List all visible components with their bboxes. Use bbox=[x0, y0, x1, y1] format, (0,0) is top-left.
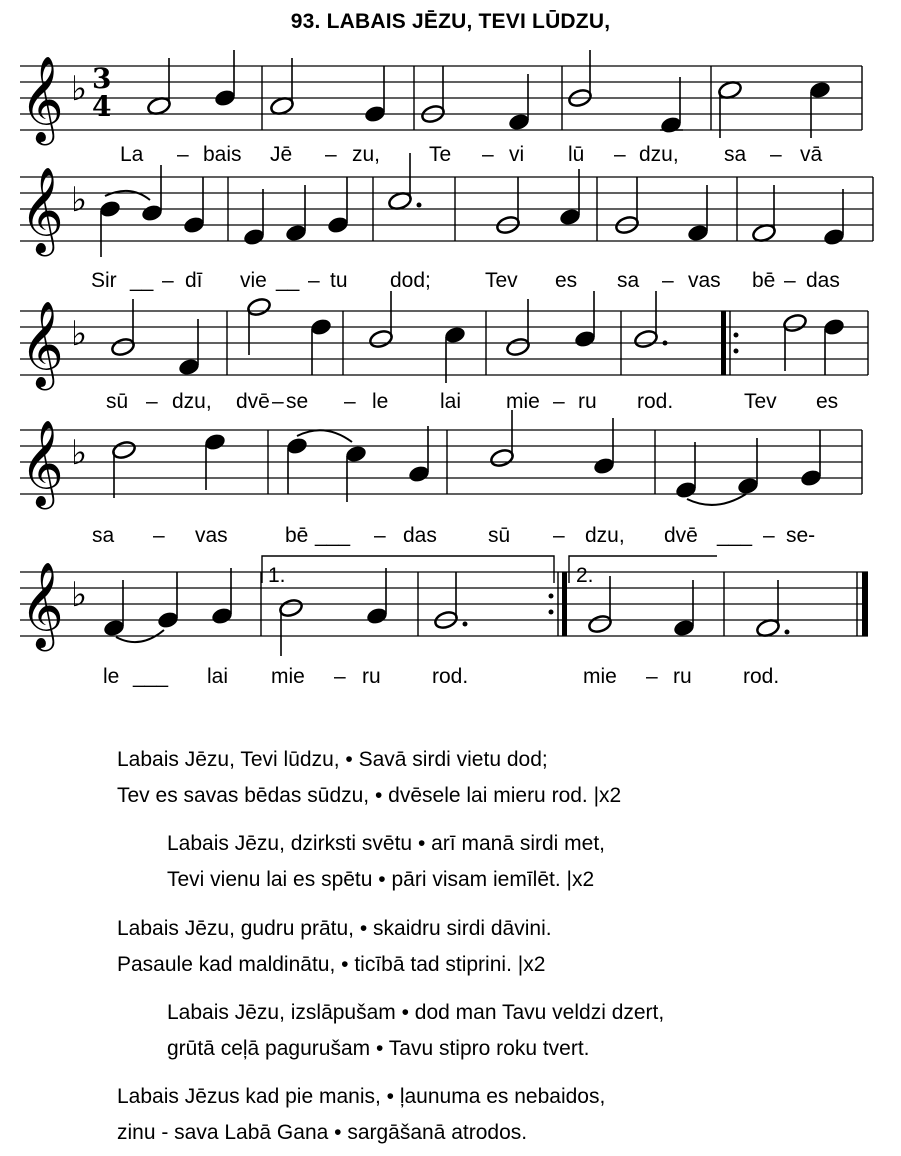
lyric-syllable: ___ bbox=[133, 665, 169, 688]
lyric-syllable: ru bbox=[578, 390, 597, 413]
lyric-syllable: mie bbox=[506, 390, 540, 413]
lyric-syllable: vā bbox=[800, 143, 823, 166]
quarter-notes bbox=[213, 80, 832, 135]
lyric-syllable: __ bbox=[130, 269, 154, 292]
lyric-syllable: das bbox=[403, 524, 437, 547]
lyric-syllable: sa bbox=[724, 143, 747, 166]
lyric-syllable: – bbox=[334, 665, 346, 688]
volta-1-label: 1. bbox=[268, 564, 286, 587]
lyric-syllable: – bbox=[553, 390, 565, 413]
lyric-syllable: – bbox=[784, 269, 796, 292]
lyric-syllable: dzu, bbox=[639, 143, 679, 166]
key-signature-flat: ♭ bbox=[71, 314, 88, 354]
verse-line: Pasaule kad maldinātu, • ticībā tad stiprini. |x2 bbox=[117, 953, 546, 976]
lyric-syllable: – bbox=[325, 143, 337, 166]
staff-lines bbox=[20, 66, 862, 130]
slur bbox=[105, 191, 150, 200]
lyric-syllable: rod. bbox=[637, 390, 674, 413]
verse-line: zinu - sava Labā Gana • sargāšanā atrodos. bbox=[117, 1121, 528, 1144]
lyric-syllable: ru bbox=[362, 665, 381, 688]
lyric-syllable: dzu, bbox=[585, 524, 625, 547]
lyric-syllable: le bbox=[372, 390, 389, 413]
lyric-syllable: vas bbox=[688, 269, 721, 292]
lyric-syllable: – bbox=[482, 143, 494, 166]
lyric-syllable: Jē bbox=[270, 143, 293, 166]
lyric-syllable: – bbox=[646, 665, 658, 688]
staff-system-4 bbox=[0, 415, 901, 505]
treble-clef: 𝄞 bbox=[20, 301, 64, 387]
lyric-syllable: lai bbox=[207, 665, 229, 688]
lyric-syllable: – bbox=[770, 143, 782, 166]
staff-system-1 bbox=[0, 30, 901, 150]
lyric-syllable: dī bbox=[185, 269, 203, 292]
key-signature-flat: ♭ bbox=[71, 69, 88, 109]
time-signature-top: 3 bbox=[92, 62, 112, 95]
lyric-syllable: mie bbox=[271, 665, 305, 688]
lyric-syllable: – bbox=[153, 524, 165, 547]
time-signature-bottom: 4 bbox=[92, 90, 112, 123]
verse-line: Labais Jēzu, gudru prātu, • skaidru sirdi dāvini. bbox=[117, 917, 552, 940]
lyric-syllable: Te bbox=[429, 143, 452, 166]
lyric-syllable: zu, bbox=[352, 143, 381, 166]
verse-line: Labais Jēzu, izslāpušam • dod man Tavu veldzi dzert, bbox=[167, 1001, 665, 1024]
verse-4 bbox=[167, 995, 664, 1067]
lyric-syllable: vie bbox=[240, 269, 267, 292]
lyric-syllable: – bbox=[614, 143, 626, 166]
lyric-syllable: se- bbox=[786, 524, 816, 547]
lyric-syllable: bē bbox=[752, 269, 776, 292]
stems bbox=[169, 50, 811, 138]
lyric-syllable: ___ bbox=[717, 524, 753, 547]
dot bbox=[417, 203, 422, 208]
verse-line: Labais Jēzu, dzirksti svētu • arī manā sirdi met, bbox=[167, 832, 606, 855]
lyric-syllable: das bbox=[806, 269, 840, 292]
key-signature-flat: ♭ bbox=[71, 433, 88, 473]
staff-system-2 bbox=[0, 160, 901, 260]
lyric-syllable: – bbox=[344, 390, 356, 413]
lyric-syllable: – bbox=[763, 524, 775, 547]
verse-line: grūtā ceļā pagurušam • Tavu stipro roku tvert. bbox=[167, 1037, 590, 1060]
lyric-syllable: – bbox=[272, 390, 284, 413]
lyric-syllable: mie bbox=[583, 665, 617, 688]
lyric-syllable: Tev bbox=[485, 269, 518, 292]
lyric-syllable: es bbox=[816, 390, 839, 413]
lyric-syllable: sū bbox=[488, 524, 511, 547]
lyric-syllable: La bbox=[120, 143, 144, 166]
hymn-title: 93. LABAIS JĒZU, TEVI LŪDZU, bbox=[290, 10, 611, 33]
lyric-syllable: le bbox=[103, 665, 120, 688]
verse-1 bbox=[117, 742, 621, 814]
verse-5 bbox=[117, 1079, 605, 1151]
lyric-syllable: dod; bbox=[390, 269, 431, 292]
volta-2-label: 2. bbox=[576, 564, 594, 587]
verse-line: Tevi vienu lai es spētu • pāri visam iemīlēt. |x2 bbox=[167, 868, 595, 891]
lyric-syllable: – bbox=[162, 269, 174, 292]
lyric-syllable: sa bbox=[617, 269, 640, 292]
treble-clef: 𝄞 bbox=[20, 56, 64, 142]
treble-clef: 𝄞 bbox=[20, 562, 64, 648]
lyric-syllable: – bbox=[146, 390, 158, 413]
lyric-syllable: ru bbox=[673, 665, 692, 688]
verse-line: Labais Jēzu, Tevi lūdzu, • Savā sirdi vietu dod; bbox=[117, 748, 548, 771]
lyric-syllable: rod. bbox=[743, 665, 780, 688]
lyric-syllable: lai bbox=[440, 390, 462, 413]
verse-3 bbox=[117, 911, 552, 983]
lyric-syllable: lū bbox=[568, 143, 585, 166]
lyric-syllable: bais bbox=[203, 143, 242, 166]
lyric-syllable: se bbox=[286, 390, 309, 413]
key-signature-flat: ♭ bbox=[71, 180, 88, 220]
half-notes bbox=[146, 80, 742, 125]
lyric-syllable: – bbox=[308, 269, 320, 292]
lyric-syllable: vas bbox=[195, 524, 228, 547]
lyric-syllable: Tev bbox=[744, 390, 777, 413]
lyric-syllable: dzu, bbox=[172, 390, 212, 413]
lyric-syllable: bē bbox=[285, 524, 309, 547]
key-signature-flat: ♭ bbox=[71, 575, 88, 615]
lyric-syllable: – bbox=[553, 524, 565, 547]
staff-system-5 bbox=[0, 550, 901, 650]
lyric-syllable: dvē bbox=[664, 524, 698, 547]
lyric-syllable: rod. bbox=[432, 665, 469, 688]
verse-line: Tev es savas bēdas sūdzu, • dvēsele lai mieru rod. |x2 bbox=[117, 784, 622, 807]
lyric-syllable: – bbox=[177, 143, 189, 166]
lyric-syllable: Sir bbox=[91, 269, 117, 292]
treble-clef: 𝄞 bbox=[20, 167, 64, 253]
lyric-syllable: vi bbox=[509, 143, 525, 166]
verse-2 bbox=[167, 826, 605, 898]
staff-system-3 bbox=[0, 295, 901, 385]
lyric-syllable: __ bbox=[276, 269, 300, 292]
lyric-syllable: sa bbox=[92, 524, 115, 547]
lyric-syllable: dvē bbox=[236, 390, 270, 413]
lyric-syllable: ___ bbox=[315, 524, 351, 547]
lyric-syllable: sū bbox=[106, 390, 129, 413]
lyric-syllable: – bbox=[662, 269, 674, 292]
lyric-syllable: – bbox=[374, 524, 386, 547]
verse-line: Labais Jēzus kad pie manis, • ļaunuma es nebaidos, bbox=[117, 1085, 606, 1108]
treble-clef: 𝄞 bbox=[20, 420, 64, 506]
lyric-syllable: tu bbox=[330, 269, 348, 292]
volta-brackets bbox=[262, 556, 717, 583]
lyric-syllable: es bbox=[555, 269, 578, 292]
